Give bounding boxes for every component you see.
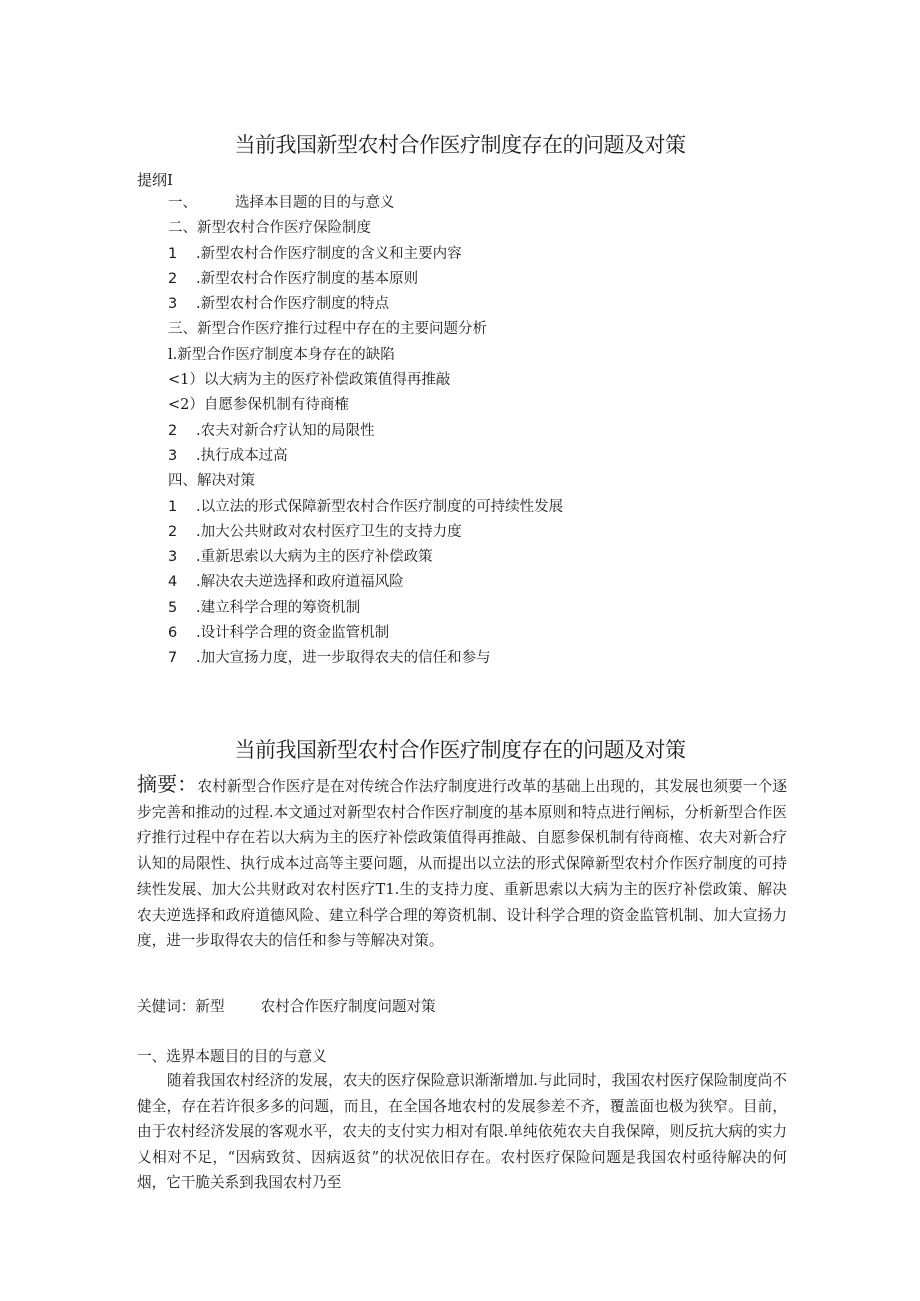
outline-item [168, 495, 818, 520]
outline-item-text: .重新思索以大病为主的医疗补偿政策 [196, 549, 433, 566]
outline-item-number: 2 [168, 422, 178, 439]
outline-heading: 提纲I [137, 171, 173, 189]
outline-item [168, 368, 818, 393]
outline-item-number: 3 [168, 447, 178, 464]
outline-item [168, 216, 818, 241]
outline-item [168, 520, 818, 545]
outline-item-text: .加大公共财政对农村医疗卫生的支持力度 [196, 523, 462, 540]
section-body-text: 随着我国农村经济的发展，农夫的医疗保险意识渐渐增加.与此同时，我国农村医疗保险制度尚不健全，存在若许很多多的问题，而且，在全国各地农村的发展参差不齐，覆盖面也极为狭窄。目前，由于农村经济发展的客观水平，农夫的支付实力相对有限.单纯依苑农夫自我保障，则反抗大病的实力乂相对不足，“因病致贫、因病返贫”的状况依旧存在。农村医疗保险问题是我国农村亟待解决的何烟，它干脆关系到我国农村乃至 [137, 1072, 787, 1191]
outline-item-number: 2 [168, 523, 178, 540]
outline-item [168, 292, 818, 317]
document-title-repeat: 当前我国新型农村合作医疗制度存在的问题及对策 [234, 738, 686, 762]
outline-item-number: 4 [168, 574, 178, 591]
outline-item-number: 3 [168, 296, 178, 313]
outline-item-text: 三、新型合作医疗推行过程中存在的主要问题分析 [168, 321, 487, 338]
outline-item-text: .设计科学合理的资金监管机制 [196, 625, 390, 642]
outline-item-text: 二、新型农村合作医疗保险制度 [168, 220, 371, 237]
abstract-paragraph [137, 772, 787, 954]
outline-item-text: .新型农村合作医疗制度的基本原则 [196, 270, 419, 287]
outline-item-number: 7 [168, 650, 178, 667]
outline-item-text: .以立法的形式保障新型农村合作医疗制度的可持续性发展 [196, 498, 564, 515]
outline-list [168, 191, 818, 672]
outline-item [168, 469, 818, 494]
outline-item-number: 5 [168, 599, 178, 616]
outline-item-text: .解决农夫逆选择和政府道福风险 [196, 574, 404, 591]
outline-item [168, 267, 818, 292]
abstract-text: 农村新型合作医疗是在对传统合作法疗制度进行改革的基础上出现的，其发展也须要一个逐步完善和推动的过程.本文通过对新型农村合作医疗制度的基本原则和特点进行阐标，分析新型合作医疗推行过程中存在若以大病为主的医疗补偿政策值得再推敲、自愿参保机制有待商榷、农夫对新合疗认知的局限性、执行成本过高等主要问题，从而提出以立法的形式保障新型农村介作医疗制度的可持续性发展、加大公共财政对农村医疗T1.生的支持力度、重新思索以大病为主的医疗补偿政策、解决农夫逆选择和政府道德风险、建立科学合理的筹资机制、设计科学合理的资金监管机制、加大宣扬力度，进一步取得农夫的信任和参与等解决对策。 [137, 778, 787, 950]
outline-item [168, 343, 818, 368]
outline-item [168, 596, 818, 621]
outline-item-text: l.新型合作医疗制度本身存在的缺陷 [168, 346, 395, 363]
outline-item [168, 317, 818, 342]
outline-item-number: 1 [168, 498, 178, 515]
outline-item [168, 545, 818, 570]
outline-item [168, 570, 818, 595]
outline-item [168, 393, 818, 418]
outline-item [168, 621, 818, 646]
keywords-line [137, 995, 436, 1016]
outline-item-number: 3 [168, 549, 178, 566]
outline-item [168, 191, 818, 216]
outline-item-text: .新型农村合作医疗制度的含义和主要内容 [196, 245, 462, 262]
outline-item-number: 2 [168, 270, 178, 287]
keywords-rest: 农村合作医疗制度问题对策 [260, 998, 436, 1015]
outline-item-text: <2）自愿参保机制有待商榷 [168, 397, 349, 414]
outline-item-text: .建立科学合理的筹资机制 [196, 599, 361, 616]
document-title: 当前我国新型农村合作医疗制度存在的问题及对策 [234, 133, 686, 157]
outline-item-text: .加大宣扬力度，进一步取得农夫的信任和参与 [196, 650, 491, 667]
outline-item-number: 6 [168, 625, 178, 642]
abstract-label: 摘要： [137, 772, 198, 796]
outline-item [168, 242, 818, 267]
outline-item-text: 四、解决对策 [168, 473, 255, 490]
outline-item-number: 1 [168, 245, 178, 262]
outline-item-number: 一、 [168, 195, 197, 211]
outline-item [168, 444, 818, 469]
outline-item [168, 646, 818, 671]
outline-item-text: <1）以大病为主的医疗补偿政策值得再推敲 [168, 372, 451, 389]
outline-item-text: .农夫对新合疗认知的局限性 [196, 422, 375, 439]
section-heading: 一、选界本题目的目的与意义 [137, 1048, 327, 1065]
outline-item-text: .执行成本过高 [196, 447, 288, 464]
outline-item-text: .新型农村合作医疗制度的特点 [196, 296, 390, 313]
outline-item [168, 419, 818, 444]
outline-item-text: 选择本目题的目的与意义 [235, 195, 395, 211]
keywords-label: 关健词：新型 [137, 998, 225, 1015]
